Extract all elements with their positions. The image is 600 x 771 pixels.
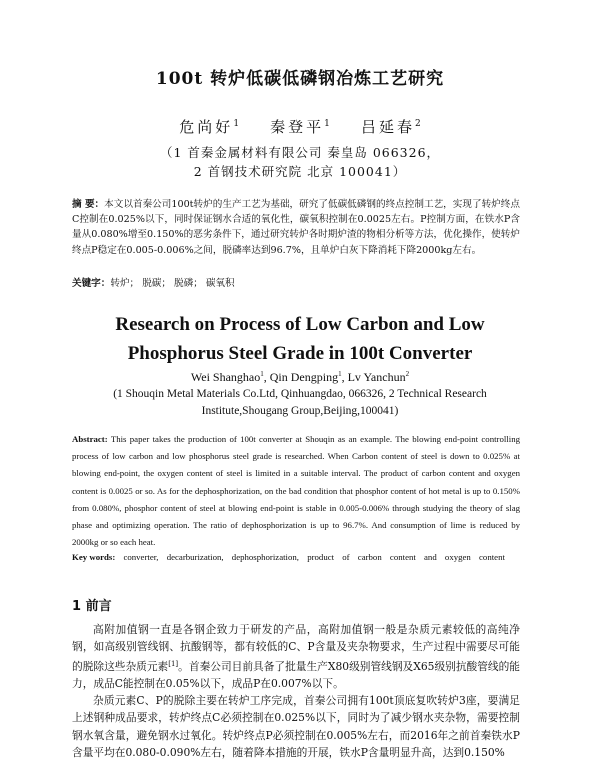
english-affiliation-line-2: Institute,Shougang Group,Beijing,100041)	[201, 405, 399, 417]
section-heading-introduction: 1 前言	[72, 599, 112, 614]
chinese-keywords	[72, 275, 520, 289]
en-author-1: Wei Shanghao$^1$,	[190, 370, 270, 384]
english-abstract-label: Abstract:	[72, 434, 108, 444]
en-author-2: Qin Dengping$^1$,	[269, 370, 348, 384]
english-authors	[0, 370, 600, 385]
chinese-keywords-label: 关键字：	[72, 278, 111, 289]
chinese-title: 100t 转炉低碳低磷钢冶炼工艺研究	[155, 69, 445, 89]
english-title-line-1: Research on Process of Low Carbon and Low	[115, 314, 485, 335]
chinese-keywords-text: 转炉； 脱碳； 脱磷； 碳氧积	[110, 278, 235, 289]
chinese-affiliation-line-2: 2 首钢技术研究院 北京 100041）	[193, 164, 407, 179]
chinese-abstract-text: 本文以首秦公司100t转炉的生产工艺为基础，研究了低碳低磷钢的终点控制工艺，实现了转炉终点C控制在0.025%以下，同时保证钢水合适的氧化性，碳氧积控制在0.0025左右。P控制方面，在铁水P含量从0.080%增至0.150%的恶劣条件下，通过研究转炉各时期炉渣的物相分析等方法，优化操作，使转炉终点P稳定在0.005-0.006%之间，脱磷率达到96.7%，且单炉白灰下降消耗下降2000kg左右。	[72, 199, 520, 256]
english-keywords	[72, 552, 532, 562]
english-keywords-label: Key words:	[72, 552, 116, 562]
english-abstract-text: This paper takes the production of 100t converter at Shouqin as an example. The blowing end-point controlling process of low carbon and low phosphorus steel grade is researched. When Carbon content of steel is down to 0.025% at blowing end-point, the oxygen content of steel is limited in a suitable interval. The product of carbon content and oxygen content is 0.0025 or so. As for the dephosphorization, on the bad condition that phosphor content of hot metal is up to 0.150% from 0.080%, phosphor content of steel at blowing end-point is stable in 0.005-0.006% through studying the theory of slag phase and optimizing operation. The ratio of dephosphorization is up to 96.7%. And consumption of lime is reduced by 2000kg or so each heat.	[72, 434, 520, 548]
english-affiliation-line-1: (1 Shouqin Metal Materials Co.Ltd, Qinhuangdao, 066326, 2 Technical Research	[113, 388, 487, 400]
cn-author-3: 吕延春$^2$	[360, 118, 421, 136]
english-keywords-text: converter, decarburization, dephosphorization, product of carbon content and oxygen content	[115, 552, 505, 562]
citation-ref: [1]	[168, 659, 179, 668]
chinese-abstract-label: 摘 要：	[72, 199, 105, 210]
cn-author-2: 秦登平$^1$	[270, 118, 330, 136]
cn-author-1: 危尚好$^1$	[179, 118, 240, 136]
introduction-paragraph-2: 杂质元素C、P的脱除主要在转炉工序完成，首秦公司拥有100t顶底复吹转炉3座，要满足上述钢种成品要求，转炉终点C必须控制在0.025%以下，同时为了减少钢水夹杂物，需要控制钢水氧含量，避免钢水过氧化。转炉终点P必须控制在0.005%左右，而2016年之前首秦铁水P含量平均在0.080-0.090%左右，随着降本措施的开展，铁水P含量明显升高，达到0.150%	[72, 694, 520, 760]
chinese-authors	[0, 116, 600, 137]
introduction-body	[72, 621, 520, 761]
en-author-3: Lv Yanchun$^2$	[347, 370, 410, 384]
chinese-abstract	[72, 197, 520, 258]
introduction-paragraph-1: 高附加值钢一直是各钢企致力于研发的产品，高附加值钢一般是杂质元素较低的高纯净钢，如高级别管线钢、抗酸钢等，都有较低的C、P含量及夹杂物要求，生产过程中需要尽可能的脱除这些杂质元素[1]。首秦公司目前具备了批量生产X80级别管线钢及X65级别抗酸管线的能力，成品C能控制在0.05%以下，成品P在0.007%以下。	[72, 623, 520, 690]
english-title-line-2: Phosphorus Steel Grade in 100t Converter	[127, 343, 473, 364]
chinese-affiliation-line-1: （1 首秦金属材料有限公司 秦皇岛 066326，	[159, 145, 441, 160]
english-abstract	[72, 431, 520, 551]
